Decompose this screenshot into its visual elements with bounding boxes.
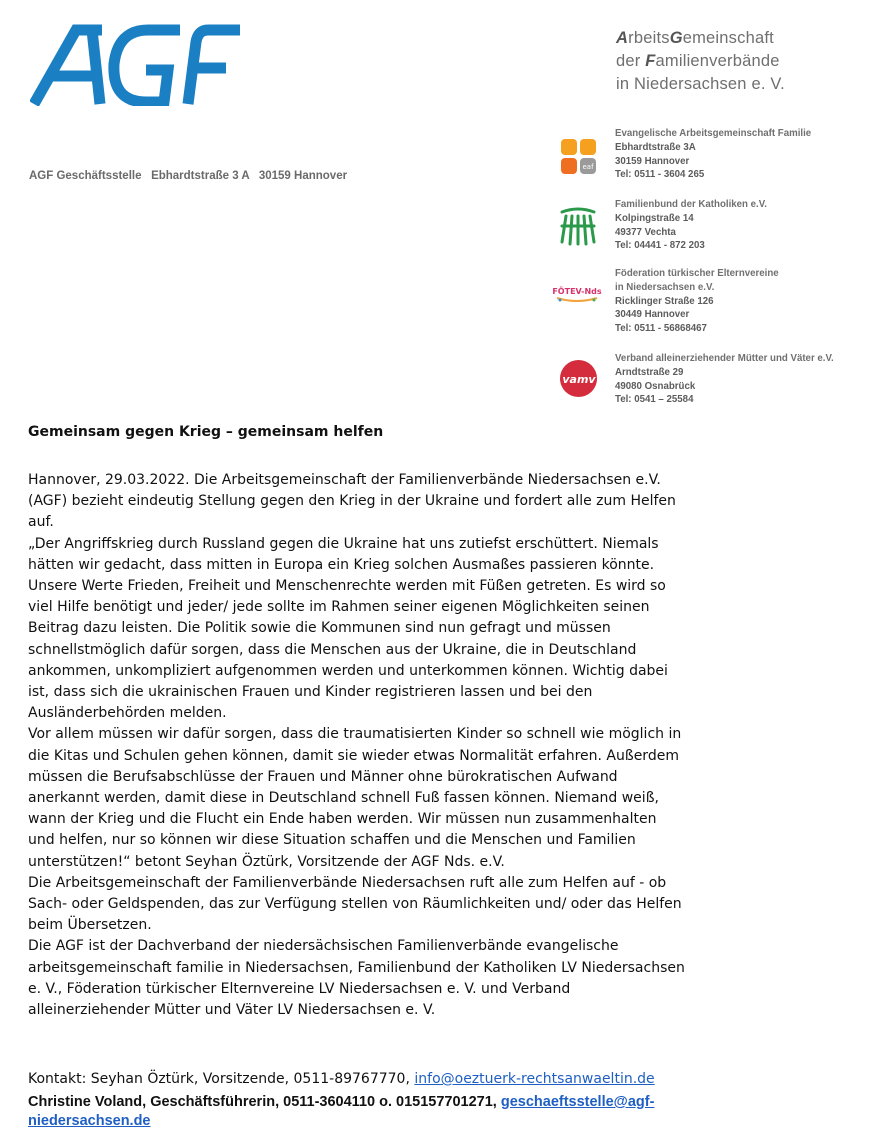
body-line: auf. (28, 514, 54, 531)
body-line: viel Hilfe benötigt und jeder/ jede sollte im Rahmen seiner eigenen Möglichkeiten seinen (28, 599, 650, 616)
body-line: Vor allem müssen wir dafür sorgen, dass die traumatisierten Kinder so schnell wie möglich in (28, 726, 682, 743)
member-vamv: Verband alleinerziehender Mütter und Väter e.V. Arndtstraße 29 49080 Osnabrück Tel: 0541 – 25584 (615, 353, 834, 406)
contact-line-chair (28, 1071, 655, 1087)
body-line: arbeitsgemeinschaft familie in Niedersachsen, Familienbund der Katholiken LV Niedersachsen (28, 959, 685, 976)
sender-address: AGF Geschäftsstelle Ebhardtstraße 3 A 30159 Hannover (29, 170, 348, 182)
contact-chair-text: Kontakt: Seyhan Öztürk, Vorsitzende, 0511-89767770, (28, 1071, 415, 1087)
body-line: „Der Angriffskrieg durch Russland gegen die Ukraine hat uns zutiefst erschüttert. Niemals (28, 535, 659, 552)
press-headline: Gemeinsam gegen Krieg – gemeinsam helfen (28, 424, 384, 440)
vamv-logo-icon (559, 359, 598, 398)
body-line: Beitrag dazu leisten. Die Politik sowie die Kommunen sind nun gefragt und müssen (28, 620, 611, 637)
body-line: die Kitas und Schulen gehen können, damit sie wieder etwas Normalität erfahren. Außerdem (28, 747, 679, 764)
org-name-line-3: in Niedersachsen e. V. (616, 75, 785, 93)
member-eaf: Evangelische Arbeitsgemeinschaft Familie Ebhardtstraße 3A 30159 Hannover Tel: 0511 - 3604 265 (615, 128, 812, 181)
contact-line-manager (28, 1093, 748, 1131)
agf-logo (30, 24, 242, 106)
member-familienbund: Familienbund der Katholiken e.V. Kolpingstraße 14 49377 Vechta Tel: 04441 - 872 203 (615, 199, 767, 252)
body-line: (AGF) bezieht eindeutig Stellung gegen den Krieg in der Ukraine und fordert alle zum Helfen (28, 493, 676, 510)
press-body (28, 470, 748, 1021)
body-line: und helfen, nur so können wir diese Situation schaffen und die Menschen und Familien (28, 832, 636, 849)
familienbund-logo-icon (558, 204, 598, 246)
svg-text:FÖTEV-Nds: FÖTEV-Nds (552, 287, 602, 296)
body-line: müssen die Berufsabschlüsse der Frauen und Männer ohne bürokratischen Aufwand (28, 768, 618, 785)
body-line: ist, dass sich die ukrainischen Frauen und Kinder registrieren lassen und bei den (28, 684, 593, 701)
body-line: alleinerziehender Mütter und Väter LV Niedersachsen e. V. (28, 1002, 436, 1019)
body-line: unterstützen!“ betont Seyhan Öztürk, Vorsitzende der AGF Nds. e.V. (28, 853, 505, 870)
body-line: e. V., Föderation türkischer Elternvereine LV Niedersachsen e. V. und Verband (28, 980, 571, 997)
foetev-logo-icon (552, 283, 602, 305)
svg-text:eaf: eaf (582, 163, 594, 171)
body-line: beim Übersetzen. (28, 917, 152, 934)
body-line: Unsere Werte Frieden, Freiheit und Menschenrechte werden mit Füßen getreten. Es wird so (28, 578, 666, 595)
body-line: Ausländerbehörden melden. (28, 705, 227, 722)
body-line: Hannover, 29.03.2022. Die Arbeitsgemeinschaft der Familienverbände Niedersachsen e.V. (28, 472, 661, 488)
body-line: wann der Krieg und die Flucht ein Ende haben werden. Wir müssen nun zusammenhalten (28, 811, 657, 828)
body-line: schnellstmöglich dafür sorgen, dass die Menschen aus der Ukraine, die in Deutschland (28, 641, 637, 658)
body-line: Die AGF ist der Dachverband der niedersächsischen Familienverbände evangelische (28, 938, 619, 955)
email-link-chair[interactable]: info@oeztuerk-rechtsanwaeltin.de (414, 1071, 655, 1087)
svg-text:vamv: vamv (562, 373, 596, 386)
email-link-office[interactable]: geschaeftsstelle@agf-niedersachsen.de (28, 1094, 655, 1129)
body-line: anerkannt werden, damit diese in Deutschland schnell Fuß fassen können. Niemand weiß, (28, 790, 659, 807)
body-line: Sach- oder Geldspenden, das zur Verfügung stellen von Räumlichkeiten und/ oder das Helfen (28, 896, 682, 913)
member-foetev: Föderation türkischer Elternvereine in Niedersachsen e.V. Ricklinger Straße 126 30449 Hannover Tel: 0511 - 56868467 (615, 268, 779, 335)
body-line: ankommen, unkompliziert aufgenommen werden und unterkommen können. Wichtig dabei (28, 662, 668, 679)
body-line: hätten wir gedacht, dass mitten in Europa ein Krieg solchen Ausmaßes passieren könnte. (28, 556, 655, 573)
org-name-line-2: der Familienverbände (616, 52, 780, 70)
organization-name (616, 27, 785, 96)
org-name-line-1: ArbeitsGemeinschaft (616, 29, 774, 47)
eaf-logo-icon (560, 138, 598, 176)
contact-manager-text: Christine Voland, Geschäftsführerin, 0511-3604110 o. 015157701271, (28, 1094, 501, 1110)
body-line: Die Arbeitsgemeinschaft der Familienverbände Niedersachsen ruft alle zum Helfen auf - ob (28, 874, 667, 891)
